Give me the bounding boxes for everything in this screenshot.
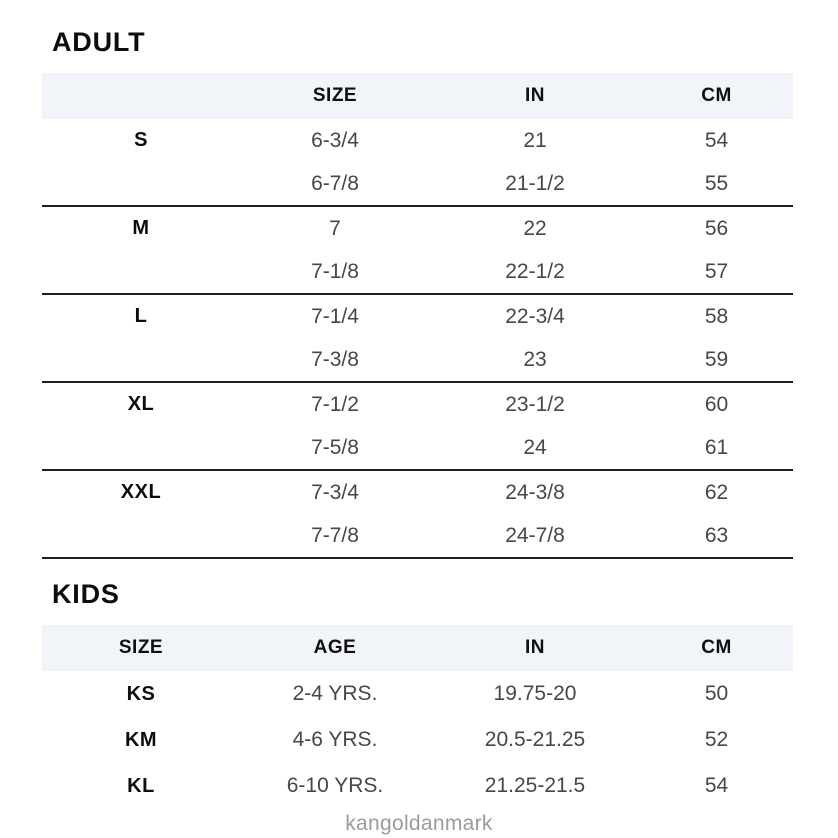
adult-header-in: IN	[430, 73, 640, 119]
cm-value: 58	[704, 304, 729, 328]
size-value: 7-3/8	[240, 338, 430, 382]
in-value: 21	[523, 128, 547, 152]
table-row	[42, 717, 793, 763]
table-row	[42, 250, 793, 294]
in-value: 24	[430, 426, 640, 470]
cm-value: 60	[704, 392, 729, 416]
cm-value: 62	[704, 480, 729, 504]
in-value: 23-1/2	[505, 392, 565, 416]
kids-header-age: AGE	[240, 625, 430, 671]
size-label	[42, 162, 240, 206]
kids-table-header-row	[42, 625, 793, 671]
size-label: XL	[127, 393, 155, 415]
size-label: XXL	[120, 481, 162, 503]
in-value: 22	[523, 216, 547, 240]
size-label: KM	[124, 728, 158, 751]
adult-section-title: ADULT	[52, 27, 146, 57]
table-row	[42, 162, 793, 206]
table-row	[42, 294, 793, 338]
adult-header-size: SIZE	[240, 73, 430, 119]
kids-header-in: IN	[430, 625, 640, 671]
kids-size-table	[42, 625, 793, 809]
size-label: M	[132, 217, 150, 239]
kids-header-size: SIZE	[42, 625, 240, 671]
adult-table-header-row	[42, 73, 793, 119]
size-value: 7-1/2	[311, 392, 359, 416]
size-value: 7-1/8	[240, 250, 430, 294]
cm-value: 59	[640, 338, 793, 382]
cm-value: 54	[704, 128, 729, 152]
size-label: L	[134, 305, 148, 327]
size-value: 7-7/8	[240, 514, 430, 558]
cm-value: 57	[640, 250, 793, 294]
size-value: 7-1/4	[311, 304, 359, 328]
size-value: 7-3/4	[311, 480, 359, 504]
table-row	[42, 119, 793, 162]
in-value: 22-3/4	[505, 304, 565, 328]
adult-header-cm: CM	[640, 73, 793, 119]
table-row	[42, 671, 793, 717]
cm-value: 61	[640, 426, 793, 470]
table-row	[42, 382, 793, 426]
kids-section-title: KIDS	[52, 579, 120, 609]
in-value: 22-1/2	[430, 250, 640, 294]
size-label	[42, 250, 240, 294]
age-value: 6-10 YRS.	[286, 774, 384, 797]
cm-value: 63	[640, 514, 793, 558]
age-value: 4-6 YRS.	[292, 728, 378, 751]
size-value: 7-5/8	[240, 426, 430, 470]
in-value: 21.25-21.5	[484, 774, 586, 797]
in-value: 24-3/8	[505, 480, 565, 504]
cm-value: 52	[704, 728, 729, 751]
size-label	[42, 338, 240, 382]
in-value: 20.5-21.25	[484, 728, 586, 751]
table-row	[42, 470, 793, 514]
table-row	[42, 763, 793, 809]
size-label: KL	[127, 774, 155, 797]
size-label: S	[134, 129, 148, 151]
age-value: 2-4 YRS.	[292, 682, 378, 705]
size-value: 6-3/4	[311, 128, 359, 152]
size-value: 6-7/8	[240, 162, 430, 206]
size-value: 7	[329, 216, 341, 240]
table-row	[42, 514, 793, 558]
watermark: kangoldanmark	[345, 812, 493, 835]
adult-header-empty	[42, 73, 240, 119]
size-label	[42, 514, 240, 558]
adult-size-table	[42, 73, 793, 559]
table-row	[42, 338, 793, 382]
cm-value: 54	[704, 774, 729, 797]
cm-value: 56	[704, 216, 729, 240]
table-row	[42, 426, 793, 470]
in-value: 23	[430, 338, 640, 382]
cm-value: 50	[704, 682, 729, 705]
in-value: 19.75-20	[493, 682, 577, 705]
in-value: 24-7/8	[430, 514, 640, 558]
table-row	[42, 206, 793, 250]
size-label	[42, 426, 240, 470]
kids-header-cm: CM	[640, 625, 793, 671]
cm-value: 55	[640, 162, 793, 206]
in-value: 21-1/2	[430, 162, 640, 206]
size-label: KS	[126, 682, 156, 705]
